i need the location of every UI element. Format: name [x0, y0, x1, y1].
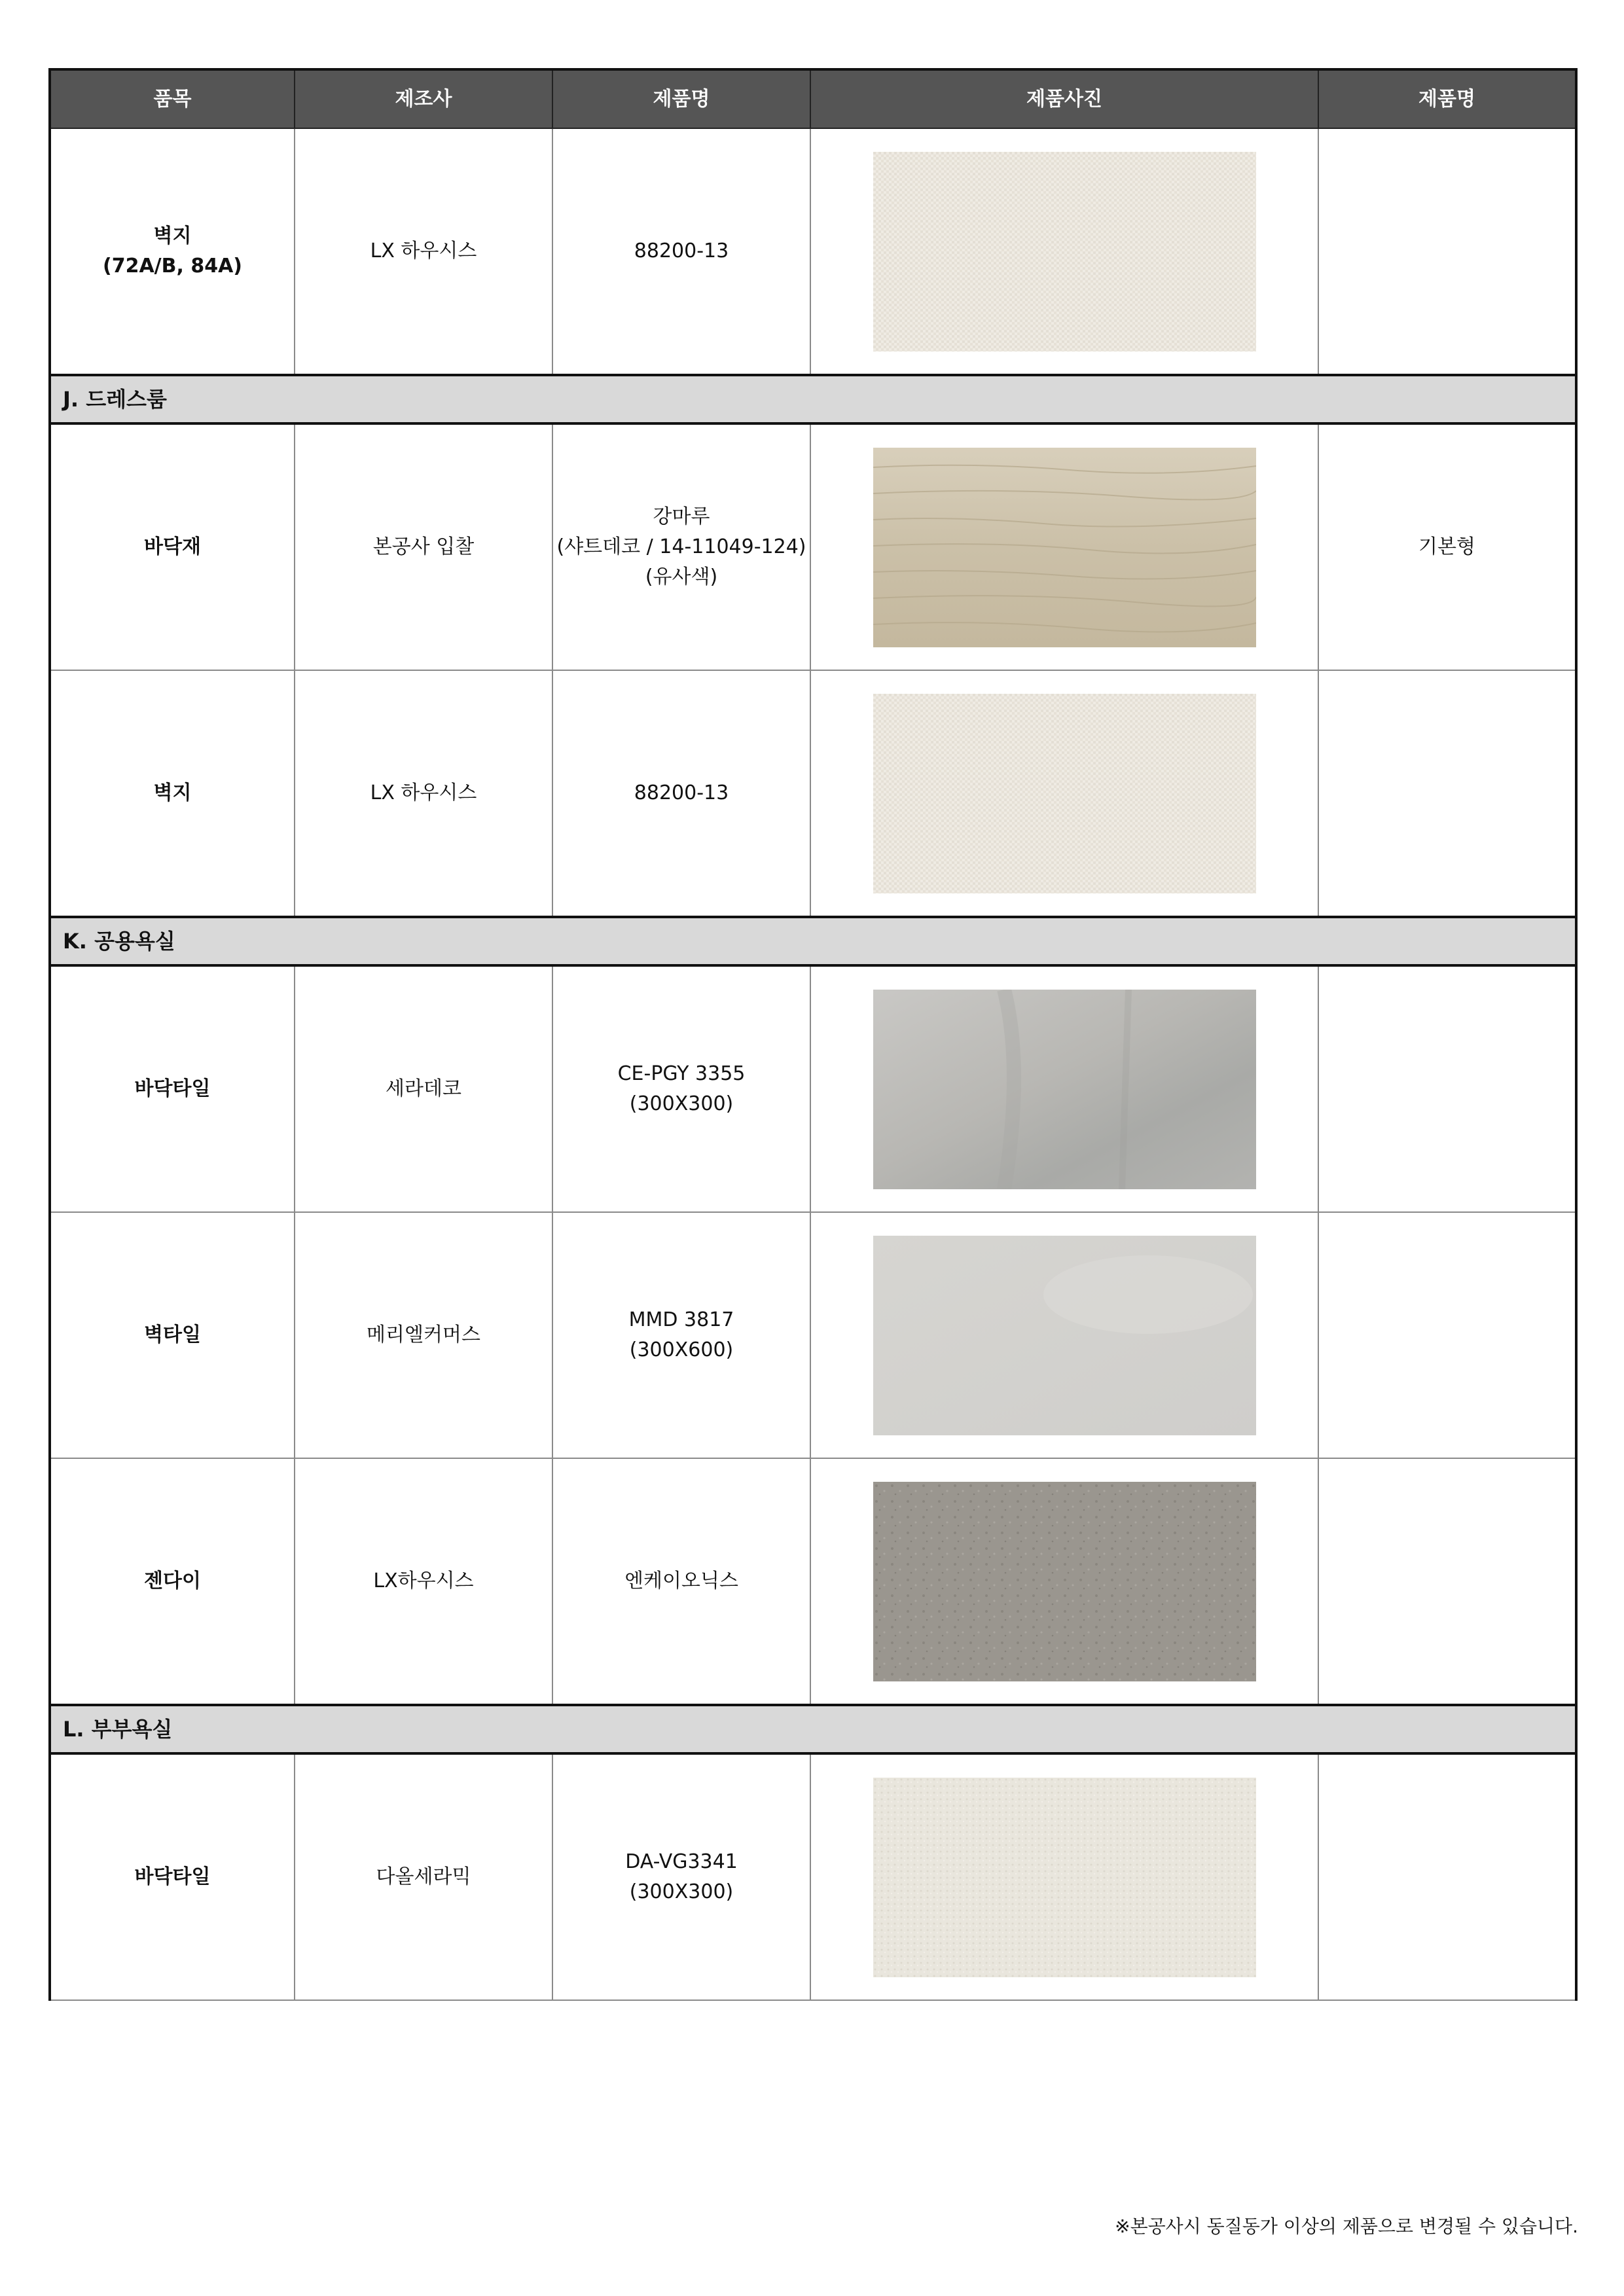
product-name: MMD 3817 (300X600) [552, 1212, 810, 1458]
product-photo-cell [810, 1458, 1318, 1705]
product-photo-cell [810, 423, 1318, 670]
product-photo-cell [810, 1212, 1318, 1458]
section-title: K. 공용욕실 [50, 917, 1576, 965]
table-row [50, 1753, 1576, 2000]
spec-table [48, 68, 1578, 2001]
header-photo: 제품사진 [810, 69, 1318, 128]
item-name: 바닥타일 [50, 965, 295, 1212]
table-row [50, 965, 1576, 1212]
note [1318, 965, 1576, 1212]
product-name: DA-VG3341 (300X300) [552, 1753, 810, 2000]
maker: 다올세라믹 [295, 1753, 552, 2000]
item-name: 젠다이 [50, 1458, 295, 1705]
note [1318, 1753, 1576, 2000]
maker: 본공사 입찰 [295, 423, 552, 670]
table-row [50, 670, 1576, 917]
note [1318, 128, 1576, 375]
item-name: 바닥재 [50, 423, 295, 670]
note [1318, 670, 1576, 917]
product-photo-cell [810, 670, 1318, 917]
maker: LX 하우시스 [295, 128, 552, 375]
header-product: 제품명 [552, 69, 810, 128]
item-name: 벽지 [50, 670, 295, 917]
footnote: ※본공사시 동질동가 이상의 제품으로 변경될 수 있습니다. [1115, 2215, 1578, 2237]
product-photo-cell [810, 128, 1318, 375]
maker: LX 하우시스 [295, 670, 552, 917]
product-photo-cell [810, 1753, 1318, 2000]
wood-floor-swatch [873, 448, 1256, 647]
section-row [50, 917, 1576, 965]
product-photo-cell [810, 965, 1318, 1212]
product-name: 88200-13 [552, 670, 810, 917]
product-name: CE-PGY 3355 (300X300) [552, 965, 810, 1212]
table-row [50, 1458, 1576, 1705]
dark-terrazzo-swatch [873, 1482, 1256, 1681]
header-row [50, 69, 1576, 128]
grey-stone-tile-swatch [873, 990, 1256, 1189]
product-name: 엔케이오닉스 [552, 1458, 810, 1705]
section-row [50, 1705, 1576, 1753]
header-note: 제품명 [1318, 69, 1576, 128]
note [1318, 1212, 1576, 1458]
note [1318, 1458, 1576, 1705]
item-name: 바닥타일 [50, 1753, 295, 2000]
product-name: 88200-13 [552, 128, 810, 375]
item-name: 벽지 (72A/B, 84A) [50, 128, 295, 375]
note: 기본형 [1318, 423, 1576, 670]
maker: LX하우시스 [295, 1458, 552, 1705]
section-row [50, 375, 1576, 423]
wallpaper-fabric-swatch [873, 152, 1256, 351]
wallpaper-fabric-swatch [873, 694, 1256, 893]
table-row [50, 1212, 1576, 1458]
table-row [50, 423, 1576, 670]
section-title: J. 드레스룸 [50, 375, 1576, 423]
section-title: L. 부부욕실 [50, 1705, 1576, 1753]
product-name: 강마루 (샤트데코 / 14-11049-124) (유사색) [552, 423, 810, 670]
cream-stone-tile-swatch [873, 1778, 1256, 1977]
header-maker: 제조사 [295, 69, 552, 128]
maker: 메리엘커머스 [295, 1212, 552, 1458]
maker: 세라데코 [295, 965, 552, 1212]
table-row [50, 128, 1576, 375]
item-name: 벽타일 [50, 1212, 295, 1458]
header-item: 품목 [50, 69, 295, 128]
light-grey-tile-swatch [873, 1236, 1256, 1435]
